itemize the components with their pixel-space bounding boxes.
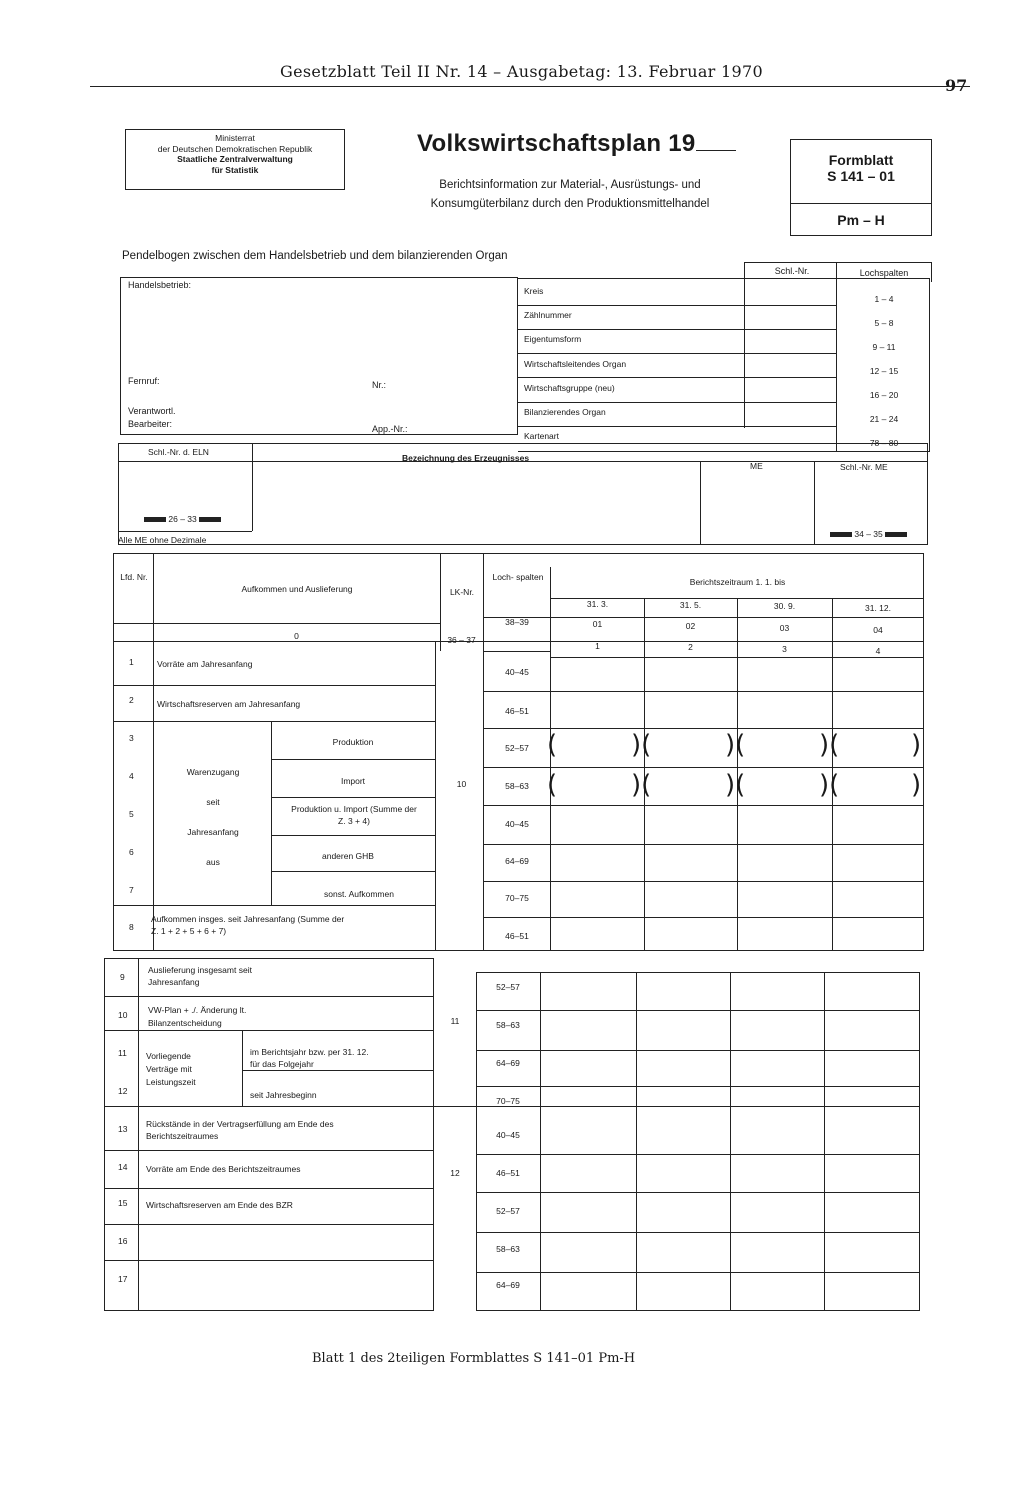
header-aufkommen: Aufkommen und Auslieferung (241, 584, 353, 594)
row5-cols: 40–45 (505, 819, 529, 829)
key-lochspalten-header: Lochspalten (859, 268, 909, 278)
row12-cols: 70–75 (496, 1096, 520, 1106)
header-berichtszeitraum: Berichtszeitraum 1. 1. bis (689, 577, 786, 587)
row14-nr: 14 (118, 1162, 128, 1172)
row9-cols: 52–57 (496, 982, 520, 992)
formblatt-box (790, 139, 932, 236)
vertraege-label: Vorliegende Verträge mit Leistungszeit (146, 1051, 196, 1087)
key-row-kartenart: Kartenart (524, 431, 559, 441)
row4-nr: 4 (129, 771, 134, 781)
group-line-4: aus (206, 857, 220, 867)
section2-lk: 11 (450, 1016, 460, 1026)
warenzugang-label (155, 757, 271, 877)
row16-nr: 16 (118, 1236, 128, 1246)
row3-cols: 52–57 (505, 743, 529, 753)
key-cols-3: 9 – 11 (872, 342, 896, 352)
header-lfd: Lfd. Nr. (120, 572, 148, 582)
schl-me-header: Schl.-Nr. ME (840, 462, 888, 472)
row16-cols: 58–63 (496, 1244, 520, 1254)
row13-nr: 13 (118, 1124, 128, 1134)
key-cols-6: 21 – 24 (869, 414, 899, 424)
form-title-text: Volkswirtschaftsplan 19 (417, 130, 696, 157)
row6-text: anderen GHB (322, 851, 374, 861)
date-4: 31. 12. (865, 603, 891, 613)
key-cols-2: 5 – 8 (874, 318, 894, 328)
key-cols-7: 78 – 80 (869, 438, 899, 448)
key-row-kreis: Kreis (524, 286, 544, 296)
footer-text: Blatt 1 des 2teiligen Formblattes S 141–01 Pm-H (312, 1351, 636, 1366)
ministry-box (125, 129, 345, 190)
row10-nr: 10 (118, 1010, 128, 1020)
row15-cols: 52–57 (496, 1206, 520, 1216)
note-me: Alle ME ohne Dezimale (118, 535, 207, 545)
date-1: 31. 3. (586, 599, 609, 609)
row3-nr: 3 (129, 733, 134, 743)
date-3: 30. 9. (773, 601, 796, 611)
group-line-2: seit (206, 797, 220, 807)
key-cols-1: 1 – 4 (874, 294, 894, 304)
row9-nr: 9 (120, 972, 125, 982)
formblatt-variant: Pm – H (837, 212, 885, 228)
key-cols-4: 12 – 15 (869, 366, 899, 376)
row11-cols: 64–69 (496, 1058, 520, 1068)
row10-cols: 58–63 (496, 1020, 520, 1030)
row8-text: Aufkommen insges. seit Jahresanfang (Summe der Z. 1 + 2 + 5 + 6 + 7) (151, 914, 345, 936)
code-4: 04 (873, 625, 883, 635)
row7-cols: 70–75 (505, 893, 529, 903)
row8-nr: 8 (129, 922, 134, 932)
header-lk-range: 36 – 37 (447, 635, 476, 645)
nr-label: Nr.: (372, 380, 387, 390)
row13-cols: 40–45 (496, 1130, 520, 1140)
row3-text: Produktion (332, 737, 374, 747)
key-row-wirtschaftsgruppe: Wirtschaftsgruppe (neu) (524, 383, 615, 393)
row1-cols: 40–45 (505, 667, 529, 677)
app-nr-label: App.-Nr.: (372, 424, 408, 434)
bezeichnung-header: Bezeichnung des Erzeugnisses (402, 453, 530, 463)
eln-header: Schl.-Nr. d. ELN (148, 447, 209, 457)
key-row-wirtschaftsleitendes: Wirtschaftsleitendes Organ (524, 359, 627, 369)
section3-lk: 12 (450, 1168, 460, 1178)
row15-text: Wirtschaftsreserven am Ende des BZR (146, 1200, 293, 1210)
row11-text: im Berichtsjahr bzw. per 31. 12. für das Folgejahr (250, 1047, 369, 1069)
row7-text: sonst. Aufkommen (324, 889, 394, 899)
row14-cols: 46–51 (496, 1168, 520, 1178)
colnum-4: 4 (875, 646, 881, 656)
main-table: Lfd. Nr. Aufkommen und Auslieferung LK-Nr. Loch- spalten Berichtszeitraum 1. 1. bis 38–39 0 36 – 37 31. 3. 31. 5. 30. 9. 31. 12. 01 02 03 04 1 2 3 4 1 Vorräte am Jahresanfang 40–45 2 Wirtschaftsreserven am Jahresanfang 46–51 3 Produktion 52–57 4 Import 58–63 5 Produktion u. Import (Summe der Z. 3 + 4) 40–45 6 anderen GHB 64–69 7 sonst. Aufkommen 70–75 8 Aufkommen insges. seit Jahresanfang (Summe der Z. 1 + 2 + 5 + 6 + 7) 46–51 Warenzugang seit Jahresanfang aus 10 ( )( )( )( ) ( )( )( )( ) (113, 553, 924, 951)
fernruf-label: Fernruf: (128, 376, 160, 386)
row4-cols: 58–63 (505, 781, 529, 791)
running-title: Gesetzblatt Teil II Nr. 14 – Ausgabetag: 13. Februar 1970 (280, 62, 763, 81)
formblatt-label: Formblatt (828, 152, 894, 168)
ministry-line2: der Deutschen Demokratischen Republik (157, 143, 313, 154)
row1-nr: 1 (129, 657, 134, 667)
ministry-line1: Ministerrat (215, 133, 255, 143)
group-line-1: Warenzugang (186, 767, 240, 777)
handelsbetrieb-label: Handelsbetrieb: (128, 280, 192, 290)
row2-cols: 46–51 (505, 706, 529, 716)
form-title (417, 130, 736, 158)
form-subtitle-line1: Berichtsinformation zur Material-, Ausrüstungs- und (439, 179, 701, 191)
colnum-1: 1 (595, 641, 600, 651)
header-rule (90, 86, 970, 87)
code-2: 02 (685, 621, 696, 631)
row4-text: Import (340, 776, 366, 786)
row2-nr: 2 (129, 695, 134, 705)
lower-table (104, 958, 920, 1311)
form-subtitle-line2: Konsumgüterbilanz durch den Produktionsmittelhandel (430, 198, 710, 210)
row17-cols: 64–69 (496, 1280, 520, 1290)
me-header: ME (750, 461, 763, 471)
row12-nr: 12 (118, 1086, 128, 1096)
colnum-3: 3 (782, 644, 787, 654)
formblatt-code: S 141 – 01 (827, 168, 895, 184)
key-row-eigentumsform: Eigentumsform (524, 334, 582, 344)
product-block (118, 443, 928, 545)
key-cols-5: 16 – 20 (869, 390, 899, 400)
me-cols (830, 529, 907, 539)
key-row-zaehlnummer: Zählnummer (524, 310, 572, 320)
me-cols-text: 34 – 35 (854, 529, 883, 539)
row2-text: Wirtschaftsreserven am Jahresanfang (157, 699, 301, 709)
row1-text: Vorräte am Jahresanfang (157, 659, 253, 669)
ministry-line4: für Statistik (211, 164, 259, 175)
header-zero: 0 (294, 631, 299, 641)
row5-nr: 5 (129, 809, 134, 819)
ministry-line3: Staatliche Zentralverwaltung (177, 154, 293, 164)
section1-lk: 10 (456, 779, 467, 789)
header-lk: LK-Nr. (449, 587, 475, 597)
bearbeiter-label: Bearbeiter: (128, 419, 173, 429)
header-loch-3839: 38–39 (505, 617, 529, 627)
row8-cols: 46–51 (505, 931, 529, 941)
code-1: 01 (592, 619, 603, 629)
row17-nr: 17 (118, 1274, 128, 1284)
colnum-2: 2 (688, 642, 693, 652)
key-block (518, 262, 930, 452)
eln-cols-text: 26 – 33 (168, 514, 197, 524)
key-schl-nr-header: Schl.-Nr. (774, 266, 810, 276)
eln-cols (144, 514, 221, 524)
row11-nr: 11 (118, 1048, 127, 1058)
pendelbogen-text: Pendelbogen zwischen dem Handelsbetrieb und dem bilanzierenden Organ (122, 250, 508, 262)
group-line-3: Jahresanfang (187, 827, 239, 837)
row14-text: Vorräte am Ende des Berichtszeitraumes (146, 1164, 301, 1174)
code-3: 03 (779, 623, 790, 633)
form-subtitle (395, 176, 745, 214)
row6-nr: 6 (129, 847, 134, 857)
verantwortl-label: Verantwortl. (128, 406, 176, 416)
row6-cols: 64–69 (505, 856, 529, 866)
row15-nr: 15 (118, 1198, 128, 1208)
row12-text: seit Jahresbeginn (250, 1090, 317, 1100)
row7-nr: 7 (129, 885, 134, 895)
row13-text: Rückstände in der Vertragserfüllung am Ende des Berichtszeitraumes (146, 1119, 334, 1141)
row5-text: Produktion u. Import (Summe der Z. 3 + 4) (291, 804, 417, 826)
row10-text: VW-Plan + ./. Änderung lt. Bilanzentscheidung (148, 1005, 247, 1028)
date-2: 31. 5. (679, 600, 702, 610)
header-lochspalten: Loch- spalten (492, 572, 544, 582)
row9-text: Auslieferung insgesamt seit Jahresanfang (148, 965, 252, 987)
page-number: 97 (945, 76, 968, 95)
key-row-bilanzierendes: Bilanzierendes Organ (524, 407, 606, 417)
company-box (120, 277, 518, 435)
